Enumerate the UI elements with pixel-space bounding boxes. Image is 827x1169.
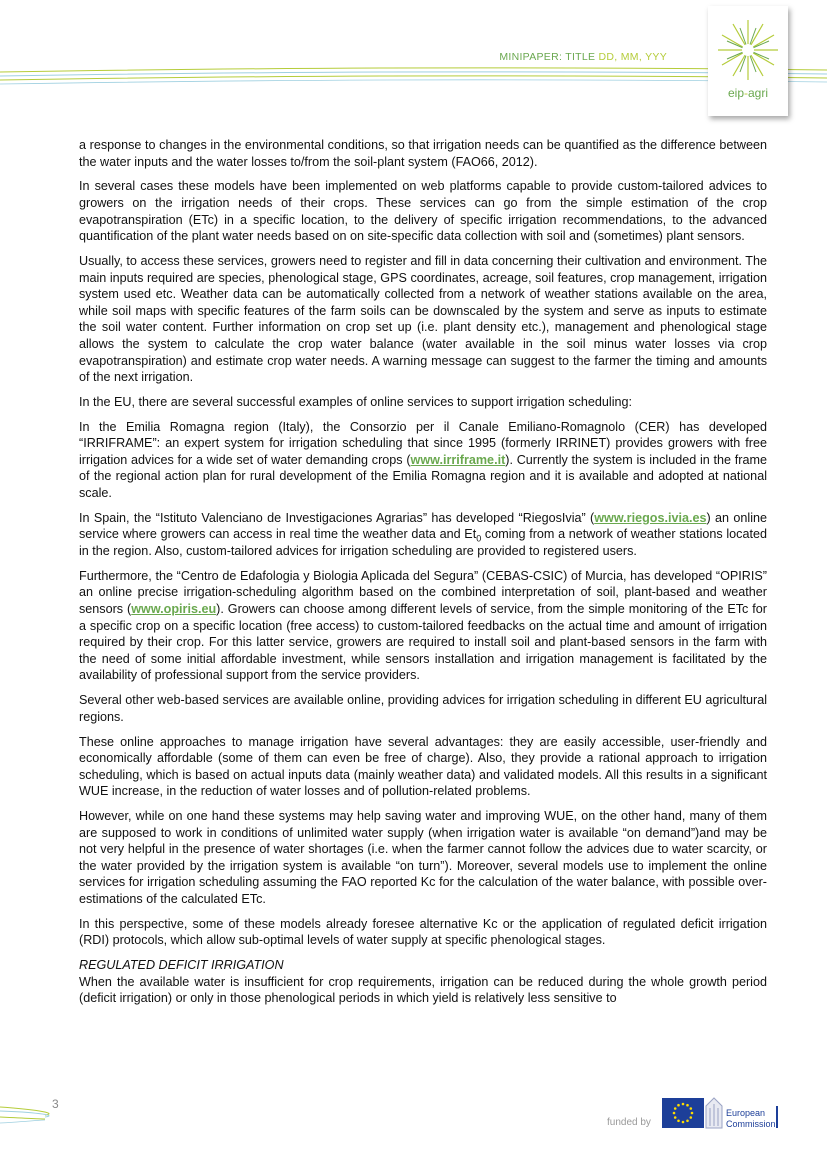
burst-logo-icon bbox=[714, 16, 782, 84]
ec-divider bbox=[776, 1106, 778, 1128]
riegos-ivia-link[interactable]: www.riegos.ivia.es bbox=[594, 510, 707, 525]
eip-agri-logo bbox=[708, 6, 788, 116]
page-number: 3 bbox=[52, 1097, 59, 1111]
paragraph-8: Several other web-based services are available online, providing advices for irrigation scheduling in different EU agricultural regions. bbox=[79, 693, 767, 724]
footer-decorative-lines bbox=[0, 1093, 120, 1133]
paragraph-6-text-b: ) an online service where growers can access in real time the weather data and Et bbox=[79, 510, 767, 542]
paragraph-irriframe bbox=[79, 419, 767, 502]
logo-text-eip: eip bbox=[727, 86, 744, 100]
paragraph-11: In this perspective, some of these models already foresee alternative Kc or the application of regulated deficit irrigation (RDI) protocols, which allow sub-optimal levels of water supply at specific phenological stages. bbox=[79, 916, 767, 948]
logo-text-dash: - bbox=[744, 86, 748, 100]
paragraph-4: In the EU, there are several successful examples of online services to support irrigation scheduling: bbox=[79, 394, 633, 409]
funded-by-label: funded by bbox=[607, 1117, 651, 1128]
paragraph-3: Usually, to access these services, growers need to register and fill in data concerning their cultivation and environment. The main inputs required are species, phenological stage, GPS coordinates, acreage, soil features, crop management, irrigation system used etc. Weather data can be automatically collected from a network of weather stations available on the area, while soil maps with specific features of the farm soils can be downscaled by the system and serve as inputs to estimate the soil water content. Further information on crop set up (i.e. plant density etc.), management and phenological stage allows the system to calculate the crop water balance (water available in the soil minus water losses via crop evapotranspiration) and estimate crop water needs. A warning message can suggest to the farmer the timing and amounts of the next irrigation. bbox=[79, 253, 767, 385]
irriframe-link[interactable]: www.irriframe.it bbox=[410, 452, 506, 467]
european-commission-label bbox=[726, 1108, 776, 1130]
paragraph-1: a response to changes in the environmental conditions, so that irrigation needs can be quantified as the difference between the water inputs and the water losses to/from the soil-plant system (FAO66, 2012). bbox=[79, 138, 767, 169]
section-subheading: REGULATED DEFICIT IRRIGATION bbox=[79, 958, 284, 973]
eu-flag-icon bbox=[662, 1098, 704, 1128]
commission-building-icon bbox=[704, 1096, 724, 1130]
paragraph-5-text-b: ). Currently the system is included in the frame of the regional action plan for rural development of the Emilia Romagna region and it is available and adopted at national scale. bbox=[79, 452, 767, 501]
paragraph-riegosivia bbox=[79, 510, 767, 560]
paragraph-6-text-a: In Spain, the “Istituto Valenciano de Investigaciones Agrarias” has developed “RiegosIvia” ( bbox=[79, 510, 595, 525]
paragraph-opiris bbox=[79, 568, 767, 684]
logo-wordmark bbox=[708, 86, 788, 100]
paragraph-2: In several cases these models have been implemented on web platforms capable to provide custom-tailored advices to growers on the irrigation needs of their crops. These services can go from the simple estimation of the crop evapotranspiration (ETc) in a specific location, to the delivery of specific irrigation recommendations, to the advanced quantification of the plant water needs based on on site-specific data collection with soil and (sometimes) plant sensors. bbox=[79, 179, 767, 244]
document-body bbox=[79, 137, 767, 1015]
paragraph-5-text-a: In the Emilia Romagna region (Italy), the Consorzio per il Canale Emiliano-Romagnolo (CER) has developed “IRRIFRAME”: an expert system for irrigation scheduling that since 1995 (formerly IRRINET) provides growers with free irrigation advices for a wide set of water demanding crops ( bbox=[79, 419, 767, 467]
header-title-date: DD, MM, YYY bbox=[598, 51, 667, 63]
header-title-label: MINIPAPER: TITLE bbox=[499, 51, 599, 63]
paragraph-7-text-b: ). Growers can choose among different levels of service, from the simple monitoring of the ETc for a specific crop on a specific location (free access) to custom-tailored feedbacks on the actual time and amount of irrigation required by their crop. For this latter service, growers are required to install soil and plant-based sensors in the farm with the need of some initial affordable investment, while sensors installation and irrigation management is facilitated by the availability of professional support from the service providers. bbox=[79, 601, 767, 683]
paragraph-12: When the available water is insufficient for crop requirements, irrigation can be reduced during the whole growth period (deficit irrigation) or only in those phenological periods in which yield is relatively less sensitive to bbox=[79, 974, 767, 1006]
paragraph-10: However, while on one hand these systems may help saving water and improving WUE, on the other hand, many of them are supposed to work in conditions of unlimited water supply (when irrigation water is available “on demand”)and may be not very helpful in the presence of water shortages (i.e. when the farmer cannot follow the advices due to water scarcity, or the water provided by the irrigation system is available “on turn”). Moreover, several models use to implement the online services for irrigation scheduling assuming the FAO reported Kc for the calculation of the water balance, with possible over-estimations of the calculated ETc. bbox=[79, 809, 767, 907]
header-decorative-lines bbox=[0, 58, 827, 98]
logo-text-agri: agri bbox=[748, 86, 769, 100]
ec-label-line1: European bbox=[726, 1108, 766, 1118]
document-header-title bbox=[499, 51, 667, 63]
et-subscript: 0 bbox=[476, 533, 482, 544]
opiris-link[interactable]: www.opiris.eu bbox=[131, 601, 217, 616]
ec-label-line2: Commission bbox=[726, 1119, 776, 1129]
paragraph-7-text-a: Furthermore, the “Centro de Edafologia y Biologia Aplicada del Segura” (CEBAS-CSIC) of Murcia, has developed “OPIRIS” an online precise irrigation-scheduling algorithm based on the combined interpretation of soil, plant-based and weather sensors ( bbox=[79, 568, 767, 616]
paragraph-9: These online approaches to manage irrigation have several advantages: they are easily accessible, user-friendly and economically affordable (some of them can even be free of charge). Also, they provide a rational approach to irrigation scheduling, which is based on actual inputs data (mainly weather data) and validated models. All this results in a significant WUE increase, in the reduction of water losses and of pollution-related problems. bbox=[79, 734, 767, 799]
paragraph-6-text-c: coming from a network of weather stations located in the region. Also, custom-tailored advices for irrigation scheduling are provided to registered users. bbox=[79, 527, 767, 558]
